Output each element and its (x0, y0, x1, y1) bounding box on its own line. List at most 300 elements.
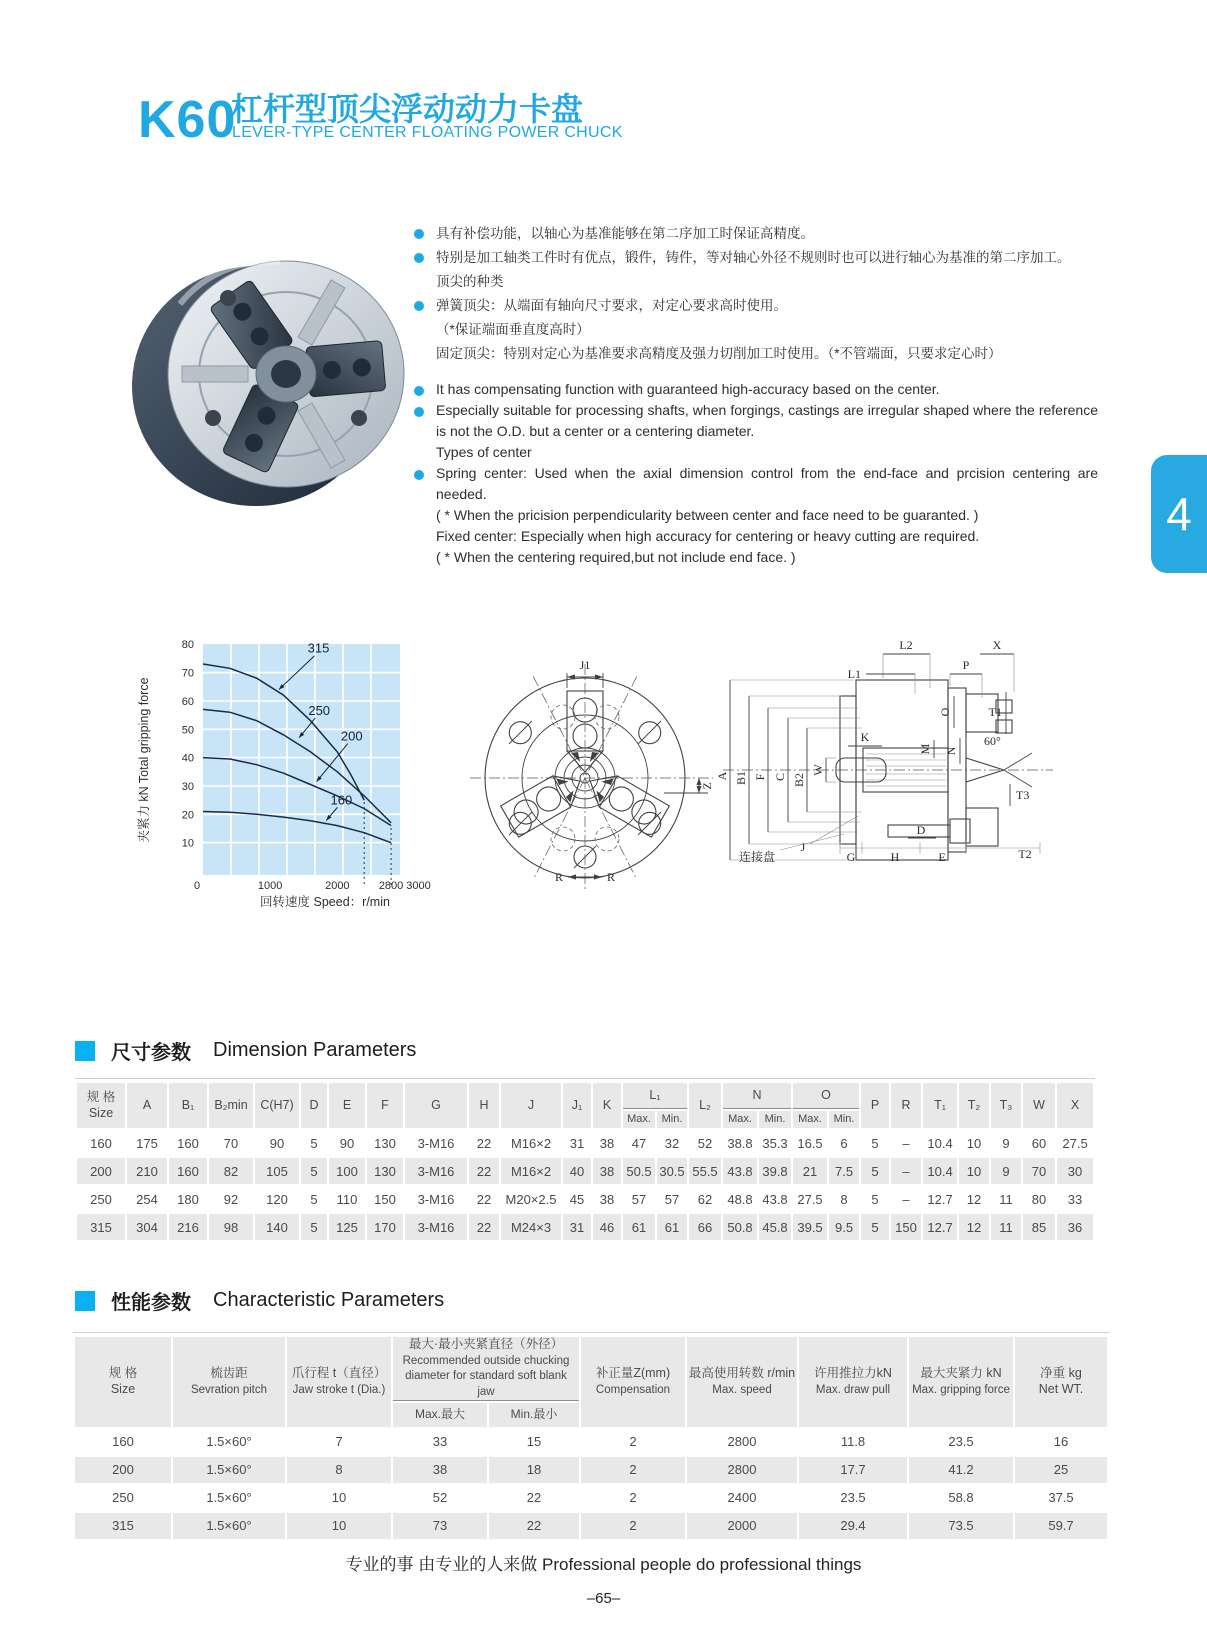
col-header-compensation: 补正量Z(mm) Compensation (581, 1337, 685, 1427)
table-cell: 22 (469, 1186, 499, 1212)
section-title-en: Dimension Parameters (213, 1039, 417, 1061)
table-cell: 2 (581, 1485, 685, 1511)
bullet-icon (414, 407, 424, 417)
table-cell: 180 (169, 1186, 207, 1212)
table-cell: 2800 (687, 1457, 797, 1483)
sub-header-min: Min. (657, 1111, 687, 1128)
table-cell: 140 (255, 1214, 299, 1240)
x-tick: 3000 (406, 880, 431, 892)
col-header: K (593, 1083, 621, 1128)
divider (75, 1078, 1095, 1079)
feature-text: Types of center (436, 444, 532, 460)
table-cell: 38 (593, 1130, 621, 1156)
table-cell: 43.8 (723, 1158, 757, 1184)
feature-item (414, 505, 1098, 526)
y-axis-ticks (182, 639, 194, 849)
col-header-size: 规 格 Size (77, 1083, 125, 1128)
table-cell: 38 (593, 1186, 621, 1212)
y-tick: 70 (181, 667, 194, 680)
table-cell: 7 (287, 1429, 391, 1455)
table-cell: 30.5 (657, 1158, 687, 1184)
y-tick: 60 (181, 695, 194, 708)
feature-text: 特别是加工轴类工件时有优点，锻件，铸件，等对轴心外径不规则时也可以进行轴心为基准的第二序加工。 (436, 250, 1071, 265)
table-cell: 47 (623, 1130, 655, 1156)
feature-text: Especially suitable for processing shafts, when forgings, castings are irregular shaped where the reference is not the O.D. but a center or a centering diameter. (436, 402, 1098, 439)
table-cell: 130 (367, 1158, 403, 1184)
feature-item (414, 270, 1098, 294)
table-cell: 150 (367, 1186, 403, 1212)
table-cell: 61 (623, 1214, 655, 1240)
sub-header-min: Min. (759, 1111, 791, 1128)
table-cell: 46 (593, 1214, 621, 1240)
dim-label-t2: T2 (1018, 847, 1032, 861)
col-header: J₁ (563, 1083, 591, 1128)
table-cell: 39.5 (793, 1214, 827, 1240)
table-cell: M24×3 (501, 1214, 561, 1240)
table-cell: 9.5 (829, 1214, 859, 1240)
table-cell: 5 (861, 1130, 889, 1156)
y-tick: 80 (181, 639, 194, 652)
table-cell: 36 (1057, 1214, 1093, 1240)
table-cell: 45 (563, 1186, 591, 1212)
table-cell: 22 (489, 1485, 579, 1511)
table-cell: 55.5 (689, 1158, 721, 1184)
table-cell: 10 (959, 1158, 989, 1184)
dim-label-f: F (753, 773, 767, 781)
table-cell: 200 (75, 1457, 171, 1483)
bullet-icon (414, 253, 424, 263)
table-cell: 8 (829, 1186, 859, 1212)
feature-text: ( * When the pricision perpendicularity between center and face need to be guaranted. ) (436, 507, 979, 523)
chapter-tab: 4 (1151, 455, 1207, 573)
section-title-zh: 性能参数 (111, 1292, 191, 1314)
feature-text: 具有补偿功能，以轴心为基准能够在第二序加工时保证高精度。 (436, 226, 814, 241)
dim-label-o: O (938, 707, 952, 717)
table-cell: 110 (329, 1186, 365, 1212)
table-cell: 304 (127, 1214, 167, 1240)
col-header: R (891, 1083, 921, 1128)
table-cell: M20×2.5 (501, 1186, 561, 1212)
bullet-icon (414, 470, 424, 480)
col-header: T₁ (923, 1083, 957, 1128)
table-cell: 6 (829, 1130, 859, 1156)
feature-item (414, 246, 1098, 270)
table-cell: 58.8 (909, 1485, 1013, 1511)
table-cell: 16 (1015, 1429, 1107, 1455)
section-title-zh: 尺寸参数 (111, 1042, 191, 1064)
col-header: W (1023, 1083, 1055, 1128)
table-cell: 11 (991, 1186, 1021, 1212)
feature-list (414, 222, 1098, 568)
table-cell: 33 (393, 1429, 487, 1455)
table-row (77, 1130, 1093, 1156)
table-cell: 10.4 (923, 1130, 957, 1156)
table-cell: 10 (959, 1130, 989, 1156)
table-cell: 11.8 (799, 1429, 907, 1455)
dim-label-g: G (846, 850, 856, 864)
curve-label-315: 315 (307, 640, 330, 656)
feature-text: 顶尖的种类 (436, 274, 504, 289)
dim-label-x: X (992, 638, 1002, 652)
table-cell: 22 (489, 1513, 579, 1539)
dim-label-e: E (938, 850, 946, 864)
dim-label-k: K (860, 730, 870, 744)
table-cell: 12 (959, 1214, 989, 1240)
table-cell: 100 (329, 1158, 365, 1184)
col-header: P (861, 1083, 889, 1128)
x-tick: 1000 (257, 880, 283, 892)
table-cell: 7.5 (829, 1158, 859, 1184)
feature-item (414, 342, 1098, 366)
table-row (77, 1158, 1093, 1184)
x-axis-ticks (194, 880, 431, 892)
col-header-net-weight: 净重 kg Net WT. (1015, 1337, 1107, 1427)
table-cell: 16.5 (793, 1130, 827, 1156)
feature-text: Fixed center: Especially when high accuracy for centering or heavy cutting are required. (436, 528, 980, 544)
curve-label-160: 160 (330, 792, 353, 808)
table-cell: 27.5 (793, 1186, 827, 1212)
table-cell: 23.5 (909, 1429, 1013, 1455)
col-header: E (329, 1083, 365, 1128)
table-cell: 66 (689, 1214, 721, 1240)
table-row (75, 1485, 1107, 1511)
table-cell: 12 (959, 1186, 989, 1212)
dim-label-n: N (944, 746, 958, 756)
table-cell: 15 (489, 1429, 579, 1455)
dim-label-j: J (800, 840, 806, 854)
sub-header-max: Max. (623, 1111, 655, 1128)
table-cell: 170 (367, 1214, 403, 1240)
table-cell: 40 (563, 1158, 591, 1184)
table-cell: 5 (301, 1130, 327, 1156)
technical-drawings (468, 588, 1068, 903)
section-marker-icon (75, 1041, 95, 1061)
col-header: D (301, 1083, 327, 1128)
table-cell: 5 (301, 1214, 327, 1240)
col-header: C(H7) (255, 1083, 299, 1128)
table-cell: 60 (1023, 1130, 1055, 1156)
col-header: A (127, 1083, 167, 1128)
table-cell: 73.5 (909, 1513, 1013, 1539)
y-tick: 10 (181, 837, 194, 850)
table-cell: 9 (991, 1130, 1021, 1156)
table-cell: 52 (689, 1130, 721, 1156)
dim-label-z: Z (700, 782, 714, 790)
table-cell: 52 (393, 1485, 487, 1511)
table-cell: 31 (563, 1130, 591, 1156)
col-header: H (469, 1083, 499, 1128)
table-cell: 90 (255, 1130, 299, 1156)
table-cell: M16×2 (501, 1158, 561, 1184)
table-cell: 70 (1023, 1158, 1055, 1184)
table-cell: 57 (657, 1186, 687, 1212)
feature-item (414, 318, 1098, 342)
table-cell: 50.5 (623, 1158, 655, 1184)
feature-text: 弹簧顶尖：从端面有轴向尺寸要求，对定心要求高时使用。 (436, 298, 787, 313)
table-cell: 92 (209, 1186, 253, 1212)
table-cell: 2 (581, 1457, 685, 1483)
x-tick: 0 (193, 880, 201, 892)
table-cell: 22 (469, 1130, 499, 1156)
feature-text: （*保证端面垂直度高时） (436, 322, 590, 337)
col-header: X (1057, 1083, 1093, 1128)
table-cell: – (891, 1130, 921, 1156)
col-header-max-speed: 最高使用转数 r/min Max. speed (687, 1337, 797, 1427)
x-tick: 2000 (325, 880, 350, 892)
table-cell: 18 (489, 1457, 579, 1483)
table-cell: 61 (657, 1214, 687, 1240)
table-cell: 160 (77, 1130, 125, 1156)
table-cell: 45.8 (759, 1214, 791, 1240)
table-cell: 5 (301, 1158, 327, 1184)
table-cell: 59.7 (1015, 1513, 1107, 1539)
table-cell: 50.8 (723, 1214, 757, 1240)
z-dimension (664, 778, 714, 793)
table-cell: 27.5 (1057, 1130, 1093, 1156)
col-header-draw-pull: 许用推拉力kN Max. draw pull (799, 1337, 907, 1427)
table-cell: 5 (861, 1158, 889, 1184)
table-cell: 70 (209, 1130, 253, 1156)
table-cell: 39.8 (759, 1158, 791, 1184)
dim-label-b1: B1 (734, 770, 748, 786)
bottom-dimensions (739, 816, 1040, 864)
feature-item (414, 379, 1098, 400)
sub-header-min: Min. (829, 1111, 859, 1128)
table-cell: 62 (689, 1186, 721, 1212)
y-axis-title: 夹紧力 kN Total gripping force (137, 677, 151, 843)
feature-item (414, 294, 1098, 318)
table-cell: 254 (127, 1186, 167, 1212)
col-header: T₃ (991, 1083, 1021, 1128)
dim-label-d: D (916, 823, 926, 837)
table-cell: 12.7 (923, 1214, 957, 1240)
feature-text: 固定顶尖：特别对定心为基准要求高精度及强力切削加工时使用。（*不管端面，只要求定心时） (436, 346, 1002, 361)
table-cell: 315 (77, 1214, 125, 1240)
table-cell: 10 (287, 1513, 391, 1539)
front-view-drawing (470, 658, 714, 891)
table-cell: 2 (581, 1429, 685, 1455)
table-cell: 250 (77, 1186, 125, 1212)
table-cell: 2800 (687, 1429, 797, 1455)
section-view-drawing (715, 638, 1053, 864)
feature-item (414, 547, 1098, 568)
table-cell: 22 (469, 1158, 499, 1184)
curve-label-250: 250 (308, 703, 331, 719)
col-header-jaw-stroke: 爪行程 t（直径） Jaw stroke t (Dia.) (287, 1337, 391, 1427)
table-cell: 1.5×60° (173, 1457, 285, 1483)
table-cell: 5 (861, 1186, 889, 1212)
table-cell: 3-M16 (405, 1214, 467, 1240)
table-cell: 73 (393, 1513, 487, 1539)
sub-header-max: Max. (793, 1111, 827, 1128)
table-cell: 150 (891, 1214, 921, 1240)
top-dimensions (848, 638, 1014, 698)
dim-label-w: W (811, 764, 825, 776)
table-cell: 57 (623, 1186, 655, 1212)
table-cell: 85 (1023, 1214, 1055, 1240)
bullet-icon (414, 301, 424, 311)
feature-item (414, 463, 1098, 505)
table-cell: 160 (169, 1130, 207, 1156)
dim-label-m: M (918, 743, 932, 755)
table-cell: 41.2 (909, 1457, 1013, 1483)
dim-label-l2: L2 (899, 638, 913, 652)
table-cell: 1.5×60° (173, 1429, 285, 1455)
table-cell: 125 (329, 1214, 365, 1240)
characteristic-section-heading (75, 1286, 444, 1315)
col-group-chucking-diameter: 最大·最小夹紧直径（外径） Recommended outside chucking diameter for standard soft blank jaw (393, 1337, 579, 1401)
table-cell: 1.5×60° (173, 1513, 285, 1539)
col-header: T₂ (959, 1083, 989, 1128)
table-row (75, 1429, 1107, 1455)
table-cell: 3-M16 (405, 1130, 467, 1156)
table-cell: 80 (1023, 1186, 1055, 1212)
table-cell: 10 (287, 1485, 391, 1511)
feature-text: ( * When the centering required,but not include end face. ) (436, 549, 796, 565)
table-cell: 17.7 (799, 1457, 907, 1483)
table-cell: 21 (793, 1158, 827, 1184)
table-cell: 43.8 (759, 1186, 791, 1212)
gripping-force-chart (128, 588, 488, 920)
table-cell: 1.5×60° (173, 1485, 285, 1511)
table-row (77, 1214, 1093, 1240)
bullet-icon (414, 386, 424, 396)
table-cell: 12.7 (923, 1186, 957, 1212)
characteristic-table (73, 1335, 1109, 1541)
dim-label-r: R (607, 870, 616, 884)
table-cell: 250 (75, 1485, 171, 1511)
page-title-en: LEVER-TYPE CENTER FLOATING POWER CHUCK (232, 124, 623, 141)
table-cell: 48.8 (723, 1186, 757, 1212)
table-cell: 9 (991, 1158, 1021, 1184)
dim-label-j1: J1 (579, 658, 591, 672)
dim-label-l1: L1 (847, 667, 861, 681)
dim-label-p: P (962, 658, 970, 672)
feature-text: It has compensating function with guaranteed high-accuracy based on the center. (436, 381, 940, 397)
section-title-en: Characteristic Parameters (213, 1289, 445, 1311)
y-tick: 40 (181, 752, 194, 765)
col-header: B₂min (209, 1083, 253, 1128)
col-header: B₁ (169, 1083, 207, 1128)
table-cell: 30 (1057, 1158, 1093, 1184)
table-cell: 98 (209, 1214, 253, 1240)
table-cell: 38 (593, 1158, 621, 1184)
feature-item (414, 222, 1098, 246)
feature-item (414, 442, 1098, 463)
table-cell: 23.5 (799, 1485, 907, 1511)
x-axis-title: 回转速度 Speed：r/min (260, 895, 390, 909)
table-cell: 32 (657, 1130, 687, 1156)
table-cell: M16×2 (501, 1130, 561, 1156)
sub-header-max: Max.最大 (393, 1403, 487, 1427)
sub-header-max: Max. (723, 1111, 757, 1128)
col-header: F (367, 1083, 403, 1128)
col-header-pitch: 梳齿距 Sevration pitch (173, 1337, 285, 1427)
page-number: –65– (586, 1590, 621, 1607)
y-tick: 30 (181, 780, 194, 793)
product-model: K60 (138, 91, 237, 149)
x-tick: 2800 (378, 880, 404, 892)
table-cell: 35.3 (759, 1130, 791, 1156)
feature-list-en (414, 379, 1098, 568)
table-cell: 90 (329, 1130, 365, 1156)
curve-label-200: 200 (340, 728, 363, 744)
bullet-icon (414, 229, 424, 239)
table-cell: 38 (393, 1457, 487, 1483)
table-cell: 33 (1057, 1186, 1093, 1212)
feature-item (414, 400, 1098, 442)
interior-dimensions (848, 692, 1029, 838)
y-tick: 50 (181, 724, 194, 737)
col-header: L₂ (689, 1083, 721, 1128)
dim-label-t3: T3 (1016, 788, 1030, 802)
dim-label-h: H (890, 850, 900, 864)
y-tick: 20 (181, 809, 194, 822)
feature-list-zh (414, 222, 1098, 366)
col-header: J (501, 1083, 561, 1128)
table-cell: 31 (563, 1214, 591, 1240)
table-cell: 10.4 (923, 1158, 957, 1184)
table-cell: 5 (861, 1214, 889, 1240)
table-cell: 3-M16 (405, 1186, 467, 1212)
table-row (75, 1457, 1107, 1483)
table-cell: 2 (581, 1513, 685, 1539)
product-photo (118, 228, 428, 533)
table-cell: 120 (255, 1186, 299, 1212)
col-header: G (405, 1083, 467, 1128)
table-cell: 3-M16 (405, 1158, 467, 1184)
table-cell: 29.4 (799, 1513, 907, 1539)
table-cell: – (891, 1186, 921, 1212)
table-cell: 11 (991, 1214, 1021, 1240)
section-marker-icon (75, 1291, 95, 1311)
table-cell: 160 (169, 1158, 207, 1184)
table-cell: 37.5 (1015, 1485, 1107, 1511)
table-cell: 160 (75, 1429, 171, 1455)
dim-label-t1: T1 (988, 705, 1002, 719)
dim-label-b2: B2 (792, 772, 806, 788)
table-cell: 216 (169, 1214, 207, 1240)
table-cell: 8 (287, 1457, 391, 1483)
table-cell: 2400 (687, 1485, 797, 1511)
dim-label-angle: 60° (984, 734, 1001, 748)
table-cell: 105 (255, 1158, 299, 1184)
col-group-l1: L₁ (623, 1083, 687, 1109)
table-cell: – (891, 1158, 921, 1184)
dim-label-c: C (773, 772, 787, 782)
table-cell: 25 (1015, 1457, 1107, 1483)
table-row (77, 1186, 1093, 1212)
table-cell: 5 (301, 1186, 327, 1212)
table-cell: 130 (367, 1130, 403, 1156)
table-cell: 315 (75, 1513, 171, 1539)
dimension-section-heading (75, 1036, 416, 1065)
table-cell: 38.8 (723, 1130, 757, 1156)
col-group-n: N (723, 1083, 791, 1109)
dimension-table (75, 1081, 1095, 1242)
table-cell: 210 (127, 1158, 167, 1184)
footer-slogan: 专业的事 由专业的人来做 Professional people do professional things (345, 1555, 862, 1574)
page-title-zh: 杠杆型顶尖浮动动力卡盘 (231, 91, 584, 127)
table-cell: 82 (209, 1158, 253, 1184)
col-group-o: O (793, 1083, 859, 1109)
feature-text: Spring center: Used when the axial dimension control from the end-face and prcision centering are needed. (436, 465, 1098, 502)
dim-label-a: A (715, 771, 729, 781)
table-cell: 175 (127, 1130, 167, 1156)
divider (73, 1332, 1109, 1333)
table-cell: 22 (469, 1214, 499, 1240)
dim-label-r: R (554, 870, 563, 884)
